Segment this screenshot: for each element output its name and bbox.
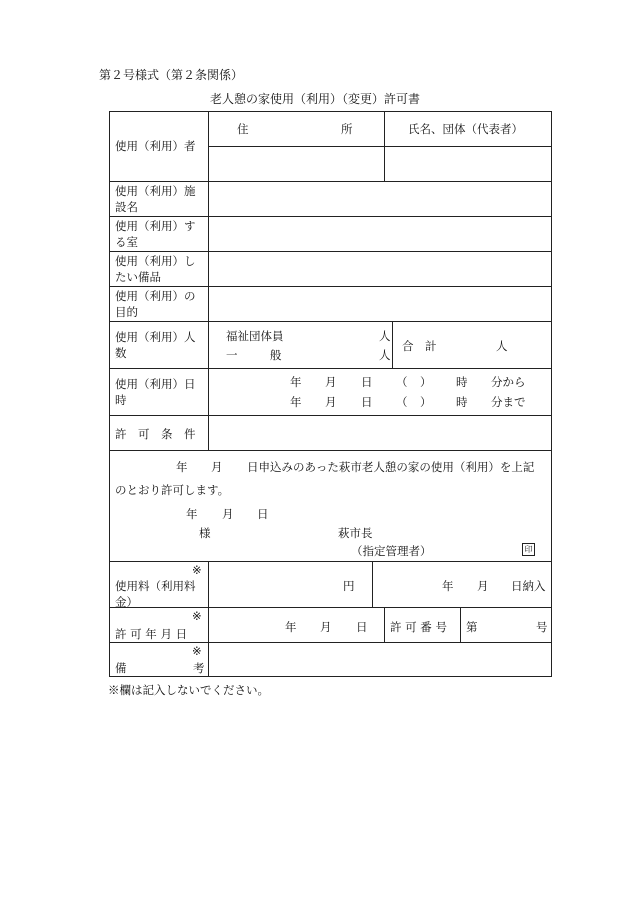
name-header: 氏名、団体（代表者） bbox=[408, 122, 523, 136]
footnote: ※欄は記入しないでください。 bbox=[108, 683, 269, 697]
conditions-label: 許 可 条 件 bbox=[115, 427, 196, 441]
start-hour: 時 bbox=[456, 375, 468, 389]
rule bbox=[208, 146, 552, 147]
start-paren-open: （ bbox=[396, 375, 408, 389]
start-month: 月 bbox=[325, 375, 337, 389]
remarks-input[interactable] bbox=[210, 644, 550, 676]
start-from: 分から bbox=[491, 375, 526, 389]
rule bbox=[208, 111, 209, 450]
purpose-input[interactable] bbox=[210, 288, 550, 320]
statement-year: 年 bbox=[176, 460, 188, 474]
start-day: 日 bbox=[361, 375, 373, 389]
rule bbox=[372, 561, 373, 607]
rule bbox=[109, 368, 552, 369]
rule bbox=[109, 450, 552, 451]
manager-label: （指定管理者） bbox=[351, 544, 432, 558]
general-label-char2: 般 bbox=[270, 348, 282, 362]
statement-text2: のとおり許可します。 bbox=[115, 483, 230, 497]
rule bbox=[109, 251, 552, 252]
people-label: 使用（利用）人 数 bbox=[115, 330, 196, 360]
rule bbox=[208, 561, 209, 677]
permit-date-label: 許 可 年 月 日 bbox=[115, 627, 188, 641]
issue-day: 日 bbox=[257, 507, 269, 521]
mayor-label: 萩市長 bbox=[338, 526, 373, 540]
remarks-char2: 考 bbox=[193, 661, 205, 675]
start-paren-close: ） bbox=[420, 375, 432, 389]
statement-text1: 日申込みのあった萩市老人憩の家の使用（利用）を上記 bbox=[247, 460, 535, 474]
permit-mark: ※ bbox=[192, 609, 202, 623]
fee-year: 年 bbox=[442, 579, 454, 593]
total-label: 合 計 bbox=[402, 339, 437, 353]
rule bbox=[109, 181, 552, 182]
end-until: 分まで bbox=[491, 395, 526, 409]
permit-go: 号 bbox=[536, 620, 548, 634]
rule bbox=[460, 607, 461, 642]
end-paren-close: ） bbox=[420, 395, 432, 409]
issue-year: 年 bbox=[186, 507, 198, 521]
conditions-input[interactable] bbox=[210, 417, 550, 449]
remarks-mark: ※ bbox=[192, 644, 202, 658]
total-unit: 人 bbox=[496, 339, 508, 353]
rule bbox=[109, 561, 552, 562]
end-day: 日 bbox=[361, 395, 373, 409]
document-title: 老人憩の家使用（利用）（変更）許可書 bbox=[209, 92, 420, 106]
general-unit: 人 bbox=[379, 348, 391, 362]
address-header-char1: 住 bbox=[237, 122, 249, 136]
permit-number-label: 許 可 番 号 bbox=[390, 620, 447, 634]
purpose-label: 使用（利用）の 目的 bbox=[115, 289, 196, 319]
issue-month: 月 bbox=[222, 507, 234, 521]
address-header-char2: 所 bbox=[341, 122, 353, 136]
seal-mark: 印 bbox=[522, 543, 535, 556]
fee-month: 月 bbox=[477, 579, 489, 593]
equipment-input[interactable] bbox=[210, 253, 550, 285]
statement-month: 月 bbox=[211, 460, 223, 474]
equipment-label: 使用（利用）し たい備品 bbox=[115, 254, 196, 284]
datetime-label: 使用（利用）日 時 bbox=[115, 377, 196, 407]
applicant-label: 使用（利用）者 bbox=[115, 139, 196, 153]
room-input[interactable] bbox=[210, 218, 550, 250]
rule bbox=[109, 216, 552, 217]
rule bbox=[109, 286, 552, 287]
permit-month: 月 bbox=[320, 620, 332, 634]
rule bbox=[384, 607, 385, 642]
facility-input[interactable] bbox=[210, 183, 550, 215]
address-input[interactable] bbox=[210, 148, 382, 180]
addressee-sama: 様 bbox=[199, 526, 211, 540]
rule bbox=[109, 321, 552, 322]
end-year: 年 bbox=[290, 395, 302, 409]
fee-yen: 円 bbox=[343, 579, 355, 593]
fee-label: 使用料（利用料 金） bbox=[115, 579, 196, 609]
end-paren-open: （ bbox=[396, 395, 408, 409]
permit-year: 年 bbox=[285, 620, 297, 634]
general-label-char1: 一 bbox=[226, 348, 238, 362]
end-month: 月 bbox=[325, 395, 337, 409]
form-number: 第２号様式（第２条関係） bbox=[99, 68, 244, 82]
fee-mark: ※ bbox=[192, 563, 202, 577]
fee-paid: 日納入 bbox=[511, 579, 546, 593]
rule bbox=[392, 321, 393, 368]
welfare-members-label: 福祉団体員 bbox=[226, 329, 284, 343]
room-label: 使用（利用）す る室 bbox=[115, 219, 196, 249]
welfare-unit: 人 bbox=[379, 329, 391, 343]
rule bbox=[384, 111, 385, 181]
name-input[interactable] bbox=[386, 148, 550, 180]
permit-day: 日 bbox=[356, 620, 368, 634]
rule bbox=[109, 642, 552, 643]
end-hour: 時 bbox=[456, 395, 468, 409]
start-year: 年 bbox=[290, 375, 302, 389]
remarks-char1: 備 bbox=[115, 661, 127, 675]
rule bbox=[109, 415, 552, 416]
facility-label: 使用（利用）施 設名 bbox=[115, 184, 196, 214]
permit-dai: 第 bbox=[466, 620, 478, 634]
